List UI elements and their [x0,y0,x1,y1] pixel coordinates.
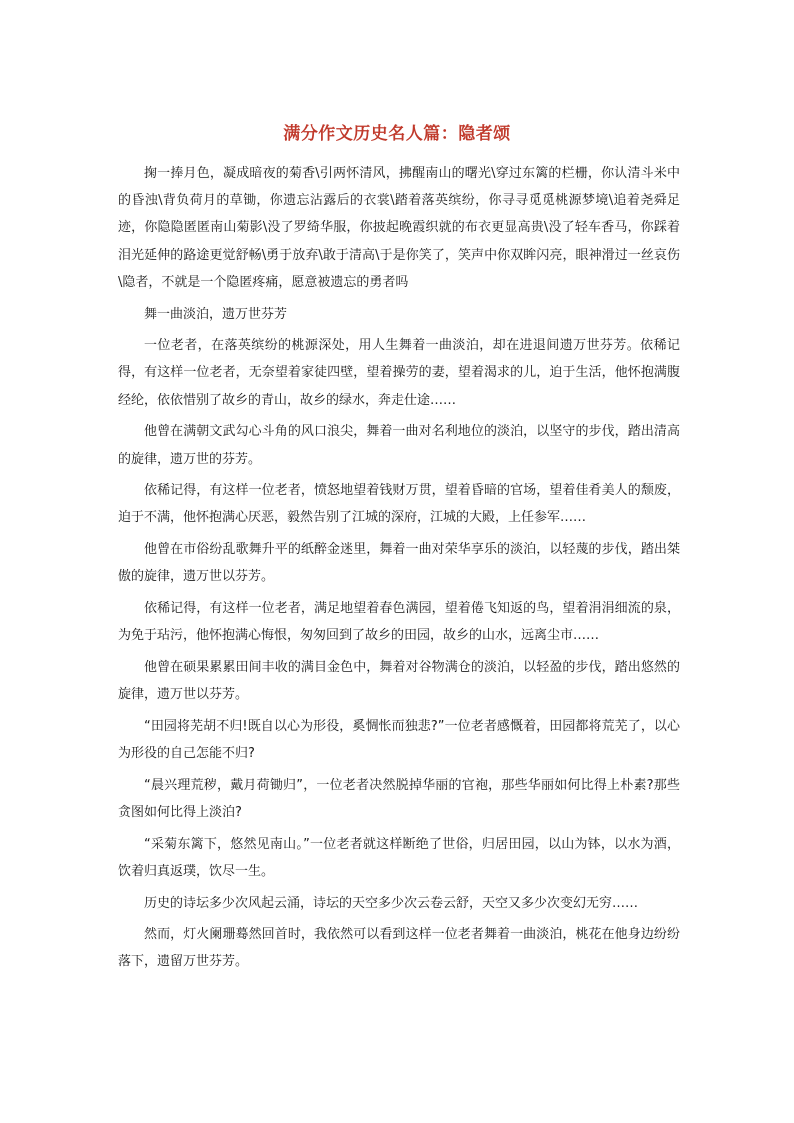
paragraph: “田园将芜胡不归!既自以心为形役，奚惆怅而独悲?”一位老者感慨着，田园都将荒芜了，以心为形役的自己怎能不归? [118,718,680,762]
paragraph: 依稀记得，有这样一位老者，满足地望着春色满园，望着倦飞知返的鸟，望着涓涓细流的泉，为免于玷污，他怀抱满心悔恨，匆匆回到了故乡的田园，故乡的山水，远离尘市…… [118,601,680,644]
paragraph: 掬一捧月色，凝成暗夜的菊香\引两怀清风，拂醒南山的曙光\穿过东篱的栏栅，你认清斗米中的昏浊\背负荷月的草锄，你遗忘沾露后的衣裳\踏着落英缤纷，你寻寻觅觅桃源梦境\追着尧舜足迹，你隐隐匿匿南山菊影\没了罗绮华服，你披起晚霞织就的布衣更显高贵\没了轻车香马，你踩着泪光延伸的路途更觉舒畅\勇于放弃\敢于清高\于是你笑了，笑声中你双眸闪亮，眼神滑过一丝哀伤\隐者，不就是一个隐匿疼痛，愿意被遗忘的勇者吗 [118,166,680,290]
paragraph: “采菊东篱下，悠然见南山。”一位老者就这样断绝了世俗，归居田园，以山为钵，以水为酒，饮着归真返璞，饮尽一生。 [118,836,680,879]
paragraph: 舞一曲淡泊，遗万世芬芳 [144,306,288,322]
paragraph: 然而，灯火阑珊蓦然回首时，我依然可以看到这样一位老者舞着一曲淡泊，桃花在他身边纷纷落下，遗留万世芬芳。 [118,927,680,970]
document-title: 满分作文历史名人篇：隐者颂 [283,124,511,144]
paragraph: 他曾在满朝文武勾心斗角的风口浪尖，舞着一曲对名利地位的淡泊，以坚守的步伐，踏出清高的旋律，遗万世的芬芳。 [118,424,680,467]
paragraph: “晨兴理荒秽，戴月荷锄归”，一位老者决然脱掉华丽的官袍，那些华丽如何比得上朴素?那些贪图如何比得上淡泊? [118,777,680,820]
paragraph: 依稀记得，有这样一位老者，愤怒地望着钱财万贯，望着昏暗的官场，望着佳肴美人的颓废，迫于不满，他怀抱满心厌恶，毅然告别了江城的深府，江城的大殿，上任参军…… [118,483,680,526]
document-body [118,160,680,980]
paragraph: 历史的诗坛多少次风起云涌，诗坛的天空多少次云卷云舒，天空又多少次变幻无穷…… [144,895,639,911]
paragraph: 他曾在市俗纷乱歌舞升平的纸醉金迷里，舞着一曲对荣华享乐的淡泊，以轻蔑的步伐，踏出桀傲的旋律，遗万世以芬芳。 [118,542,680,585]
paragraph: 他曾在硕果累累田间丰收的满目金色中，舞着对谷物满仓的淡泊，以轻盈的步伐，踏出悠然的旋律，遗万世以芬芳。 [118,659,680,703]
paragraph: 一位老者，在落英缤纷的桃源深处，用人生舞着一曲淡泊，却在进退间遗万世芬芳。依稀记得，有这样一位老者，无奈望着家徒四壁，望着操劳的妻，望着渴求的儿，迫于生活，他怀抱满腹经纶，依依惜别了故乡的青山，故乡的绿水，奔走仕途…… [118,338,680,408]
